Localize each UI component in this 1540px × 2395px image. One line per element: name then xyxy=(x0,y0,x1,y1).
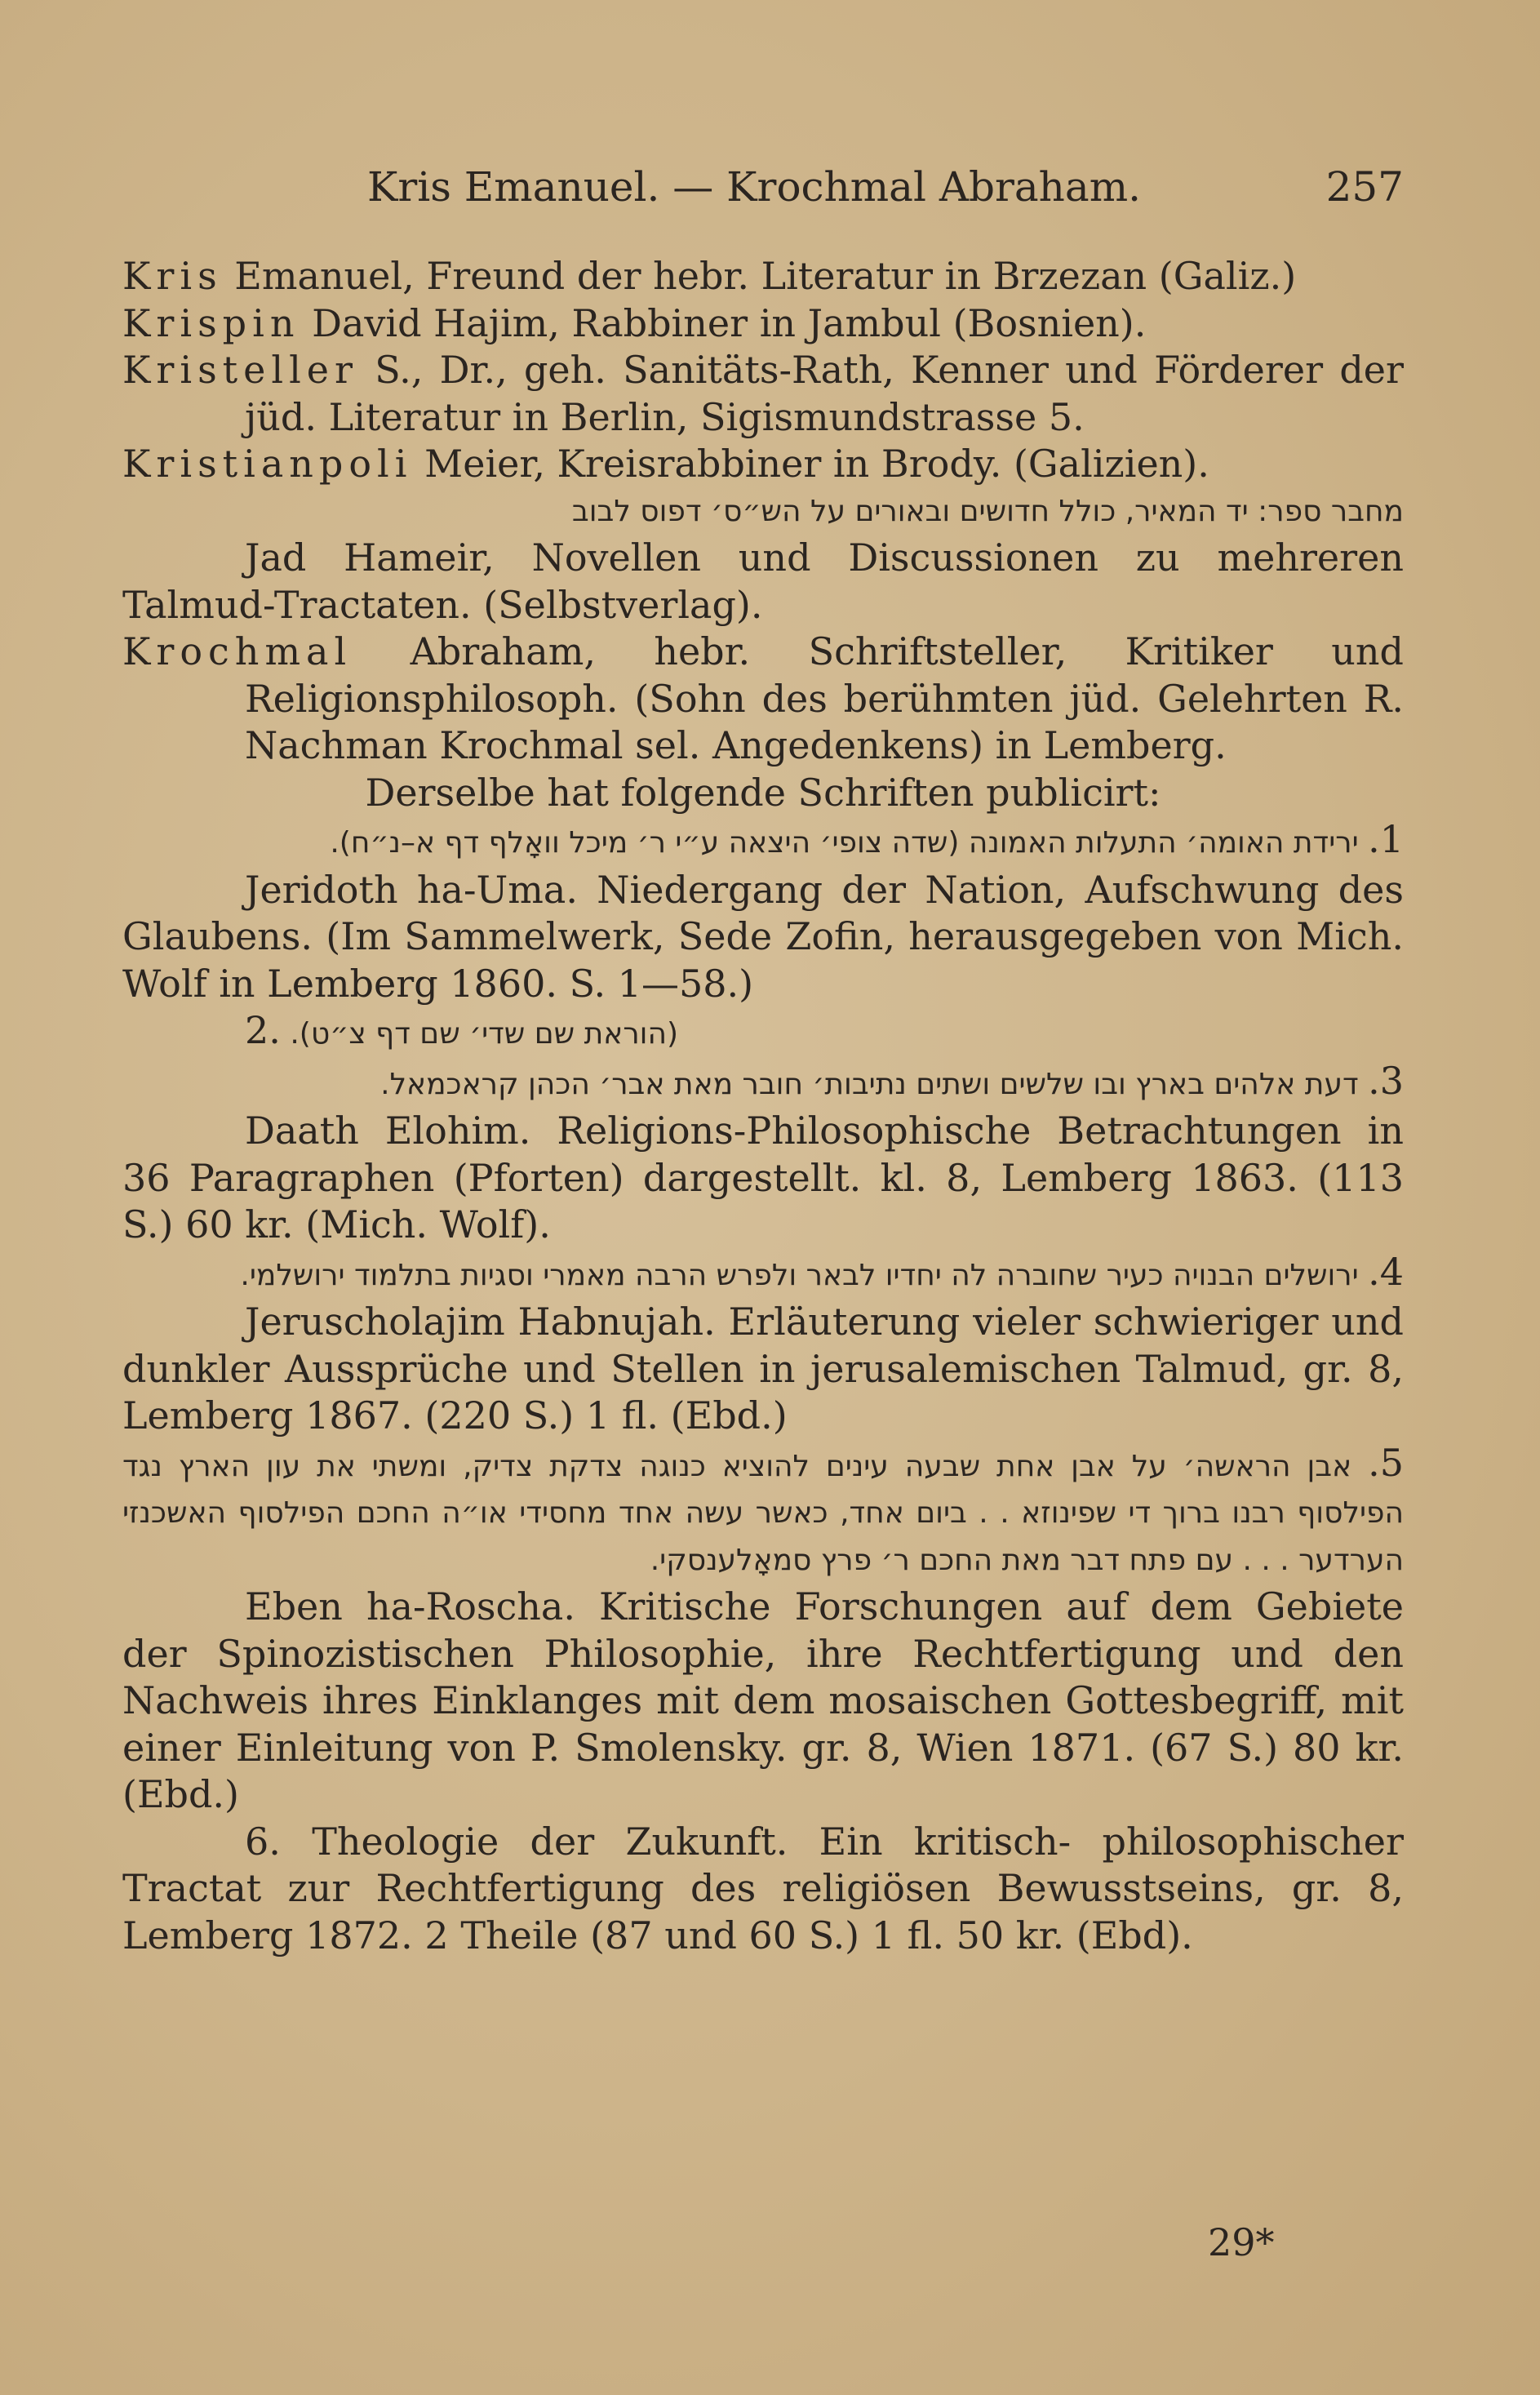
entry-name: Kris xyxy=(122,254,223,298)
page-body xyxy=(122,253,1404,1959)
work-5-hebrew xyxy=(122,1440,1404,1584)
work-hebrew-title: ירידת האומה׳ התעלות האמונה (שדה צופי׳ היצאה ע״י ר׳ מיכל וואָלף דף א–נ״ח). xyxy=(330,826,1359,860)
work-5-description: Eben ha-Roscha. Kritische Forschungen auf dem Gebiete der Spinozistischen Philosophie, ihre Rechtfertigung und den Nachweis ihres Einklanges mit dem mosaischen Gottesbegriff, mit einer Einleitung von P. Smolensky. gr. 8, Wien 1871. (67 S.) 80 kr. (Ebd.) xyxy=(122,1584,1404,1816)
work-4-description: Jeruscholajim Habnujah. Erläuterung vieler schwieriger und dunkler Aussprüche und Stellen in jerusalemischen Talmud, gr. 8, Lemberg 1867. (220 S.) 1 fl. (Ebd.) xyxy=(122,1300,1404,1437)
entry-kristeller xyxy=(122,347,1404,441)
entry-text: S., Dr., geh. Sanitäts-Rath, Kenner und Förderer der jüd. Literatur in Berlin, Sigismundstrasse 5. xyxy=(245,348,1404,439)
work-3-description: Daath Elohim. Religions-Philosophische Betrachtungen in 36 Paragraphen (Pforten) dargestellt. kl. 8, Lemberg 1863. (113 S.) 60 kr. (Mich. Wolf). xyxy=(122,1109,1404,1246)
entry-name: Krochmal xyxy=(122,629,353,673)
entry-kris xyxy=(122,253,1404,300)
work-number: 6. xyxy=(245,1819,281,1864)
entry-krochmal xyxy=(122,629,1404,770)
work-number: 1. xyxy=(1368,817,1404,861)
work-1-hebrew xyxy=(122,816,1404,867)
entry-name: Kristeller xyxy=(122,348,359,392)
work-number: 4. xyxy=(1368,1249,1404,1294)
entry-text: Emanuel, Freund der hebr. Literatur in Brzezan (Galiz.) xyxy=(222,254,1297,298)
work-hebrew-title: אבן הראשה׳ על אבן אחת שבעה עינים להוציא כנוגה צדקת צדיק, ומשתי את עון הארץ נגד הפילסוף רבנו ברוך די שפינוזא . . ביום אחד, כאשר עשה אחד מחסידי או״ה החכם הפילסוף האשכנזי הערדער . . . עם פתח דבר מאת החכם ר׳ פרץ סמאָלענסקי. xyxy=(122,1449,1404,1577)
entry-kristianpoli xyxy=(122,441,1404,488)
work-hebrew-title: ירושלים הבנויה כעיר שחוברה לה יחדיו לבאר ולפרש הרבה מאמרי וסגיות בתלמוד ירושלמי. xyxy=(240,1258,1359,1292)
work-hebrew-title: (הוראת שם שדי׳ שם דף צ״ט). xyxy=(290,1017,679,1051)
work-number: 3. xyxy=(1368,1058,1404,1103)
entry-text: David Hajim, Rabbiner in Jambul (Bosnien). xyxy=(300,300,1147,345)
work-hebrew-title: דעת אלהים בארץ ובו שלשים ושתים נתיבות׳ חובר מאת אבר׳ הכהן קראכמאל. xyxy=(380,1067,1359,1101)
work-3-hebrew xyxy=(122,1058,1404,1109)
work-1-description: Jeridoth ha-Uma. Niedergang der Nation, Aufschwung des Glaubens. (Im Sammelwerk, Sede Zofin, herausgegeben von Mich. Wolf in Lemberg 1860. S. 1—58.) xyxy=(122,867,1404,1006)
entry-name: Kristianpoli xyxy=(122,442,413,486)
signature-mark: 29* xyxy=(1208,2220,1275,2264)
work-2-hebrew xyxy=(122,1007,1404,1058)
running-header xyxy=(122,163,1404,220)
work-6-description xyxy=(122,1819,1404,1960)
entry-krispin xyxy=(122,300,1404,348)
work-4-hebrew xyxy=(122,1249,1404,1300)
entry-name: Krispin xyxy=(122,300,300,345)
work-number: 5. xyxy=(1368,1440,1404,1485)
entry-text: Abraham, hebr. Schriftsteller, Kritiker und Religionsphilosoph. (Sohn des berühmten jüd. Gelehrten R. Nachman Krochmal sel. Angedenkens) in Lemberg. xyxy=(245,629,1404,767)
page-number: 257 xyxy=(1325,163,1404,211)
work-number: 2. xyxy=(245,1008,281,1052)
work-german-text: Theologie der Zukunft. Ein kritisch- philosophischer Tractat zur Rechtfertigung des religiösen Bewusstseins, gr. 8, Lemberg 1872. 2 Theile (87 und 60 S.) 1 fl. 50 kr. (Ebd). xyxy=(122,1819,1404,1957)
entry-text: Meier, Kreisrabbiner in Brody. (Galizien). xyxy=(412,442,1209,486)
running-title: Kris Emanuel. — Krochmal Abraham. xyxy=(367,163,1141,211)
jad-hameir-description: Jad Hameir, Novellen und Discussionen zu mehreren Talmud-Tractaten. (Selbstverlag). xyxy=(122,535,1404,627)
hebrew-title-jad-hameir: מחבר ספר: יד המאיר, כולל חדושים ובאורים על הש״ס׳ דפוס לבוב xyxy=(571,494,1404,528)
works-intro: Derselbe hat folgende Schriften publicirt: xyxy=(365,770,1161,815)
